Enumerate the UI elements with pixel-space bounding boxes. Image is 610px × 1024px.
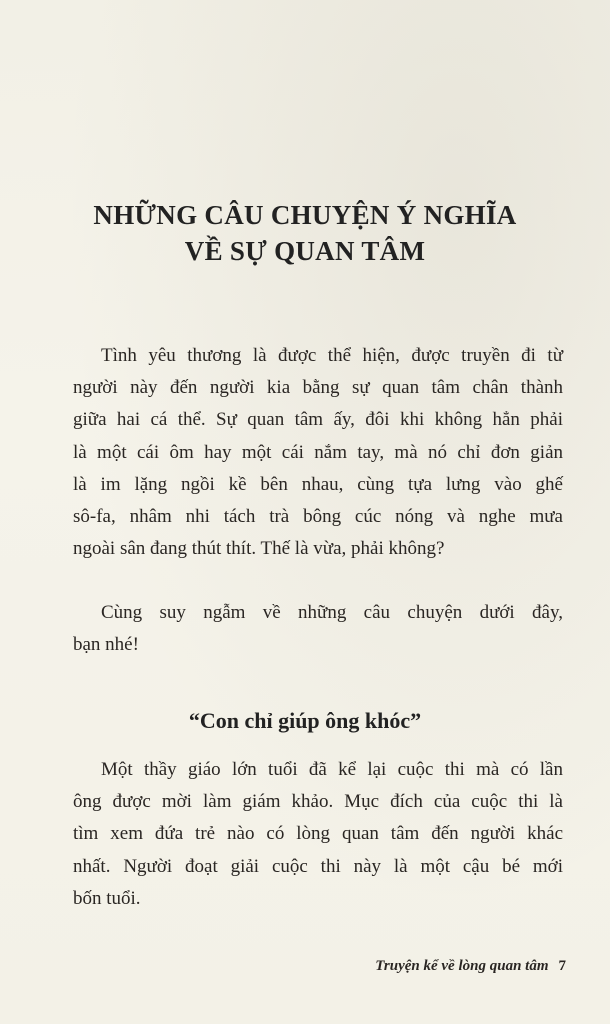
text-line: giữa hai cá thể. Sự quan tâm ấy, đôi khi không hẳn phải bbox=[73, 409, 563, 431]
story-title: “Con chỉ giúp ông khóc” bbox=[188, 708, 422, 733]
text-line: Tình yêu thương là được thể hiện, được truyền đi từ bbox=[101, 345, 563, 366]
book-title: Truyện kể về lòng quan tâm bbox=[375, 958, 549, 974]
text-line: người này đến người kia bằng sự quan tâm chân thành bbox=[73, 377, 563, 399]
chapter-title-line-2: VỀ SỰ QUAN TÂM bbox=[184, 236, 426, 266]
text-line: là một cái ôm hay một cái nắm tay, mà nó chỉ đơn giản bbox=[73, 441, 563, 463]
story-paragraph bbox=[73, 754, 563, 915]
page-number: 7 bbox=[558, 958, 566, 974]
text-line: tìm xem đứa trẻ nào có lòng quan tâm đến người khác bbox=[73, 823, 563, 845]
text-line: sô-fa, nhâm nhi tách trà bông cúc nóng và nghe mưa bbox=[73, 506, 563, 528]
text-line: nhất. Người đoạt giải cuộc thi này là một cậu bé mới bbox=[73, 855, 563, 877]
text-line: Một thầy giáo lớn tuổi đã kể lại cuộc thi mà có lần bbox=[101, 759, 563, 780]
intro-paragraph bbox=[73, 340, 563, 565]
text-line: Cùng suy ngẫm về những câu chuyện dưới đây, bbox=[101, 602, 563, 623]
text-line: bốn tuổi. bbox=[73, 887, 141, 909]
text-line: là im lặng ngồi kề bên nhau, cùng tựa lưng vào ghế bbox=[73, 473, 563, 495]
text-line: ngoài sân đang thút thít. Thế là vừa, phải không? bbox=[73, 538, 445, 560]
text-line: bạn nhé! bbox=[73, 634, 139, 656]
text-line: ông được mời làm giám khảo. Mục đích của cuộc thi là bbox=[73, 791, 563, 813]
invite-paragraph bbox=[73, 597, 563, 661]
running-footer bbox=[375, 958, 566, 975]
chapter-title-line-1: NHỮNG CÂU CHUYỆN Ý NGHĨA bbox=[93, 200, 517, 230]
